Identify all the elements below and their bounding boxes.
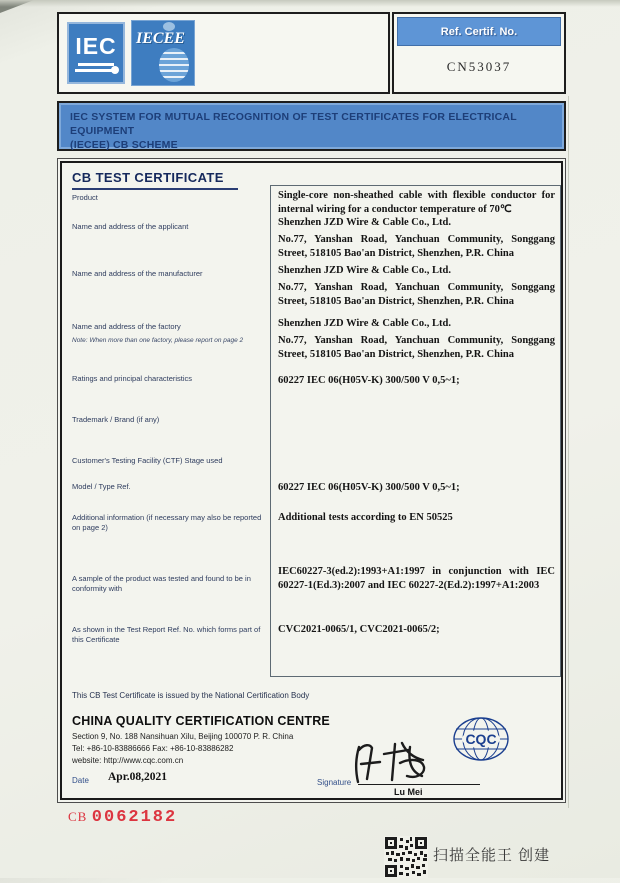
- iec-logo-bar: [78, 63, 114, 66]
- issued-by-note: This CB Test Certificate is issued by the National Certification Body: [72, 691, 310, 700]
- test-report-label: As shown in the Test Report Ref. No. which forms part of this Certificate: [72, 625, 261, 644]
- trademark-label: Trademark / Brand (if any): [72, 415, 160, 424]
- manufacturer-company-address: No.77, Yanshan Road, Yanchuan Community, Songgang Street, 518105 Bao'an District, Shenzhen, P.R. China: [278, 282, 555, 307]
- scan-fold-line: [568, 96, 569, 808]
- value-column-box: [270, 185, 561, 677]
- scheme-banner-line2: (IECEE) CB SCHEME: [70, 139, 178, 152]
- ncb-address: Section 9, No. 188 Nansihuan Xilu, Beijing 100070 P. R. China: [72, 732, 294, 741]
- certificate-title: CB TEST CERTIFICATE: [72, 170, 238, 190]
- iecee-logo-text: IECEE: [136, 30, 185, 47]
- scanner-watermark-text: 扫描全能王 创建: [433, 847, 551, 864]
- conformity-label: A sample of the product was tested and found to be in conformity with: [72, 574, 251, 593]
- manufacturer-company-name: Shenzhen JZD Wire & Cable Co., Ltd.: [278, 265, 451, 276]
- applicant-company-name: Shenzhen JZD Wire & Cable Co., Ltd.: [278, 217, 451, 228]
- iecee-globe-icon: [159, 48, 189, 82]
- cqc-logo-text: CQC: [465, 731, 497, 747]
- product-label: Product: [72, 193, 98, 202]
- header-row: [57, 12, 566, 94]
- signature-handwriting: [350, 739, 450, 790]
- model-value: 60227 IEC 06(H05V-K) 300/500 V 0,5~1;: [278, 482, 460, 493]
- factory-company-name: Shenzhen JZD Wire & Cable Co., Ltd.: [278, 318, 451, 329]
- certificate-box-inner: [60, 161, 563, 800]
- test-report-value: CVC2021-0065/1, CVC2021-0065/2;: [278, 624, 440, 635]
- factory-label: Name and address of the factory: [72, 322, 181, 331]
- iec-logo: [67, 22, 125, 84]
- factory-company-address: No.77, Yanshan Road, Yanchuan Community, Songgang Street, 518105 Bao'an District, Shenzhen, P.R. China: [278, 335, 555, 360]
- signature-line: [358, 784, 480, 785]
- manufacturer-value: [278, 264, 555, 309]
- signature-label: Signature: [317, 778, 352, 787]
- factory-value: [278, 317, 555, 362]
- qr-code: [384, 836, 428, 883]
- logos-box: [57, 12, 390, 94]
- ctf-label: Customer's Testing Facility (CTF) Stage used: [72, 456, 223, 465]
- applicant-value: [278, 216, 555, 261]
- cb-serial-prefix: CB: [68, 809, 88, 824]
- product-value: Single-core non-sheathed cable with flexible conductor for internal wiring for a conductor temperature of 70℃: [278, 190, 555, 215]
- model-label: Model / Type Ref.: [72, 482, 131, 491]
- iecee-logo: [131, 20, 195, 86]
- ref-certif-label: Ref. Certif. No.: [397, 17, 561, 46]
- manufacturer-label: Name and address of the manufacturer: [72, 269, 203, 278]
- certificate-box: [57, 158, 566, 803]
- applicant-company-address: No.77, Yanshan Road, Yanchuan Community, Songgang Street, 518105 Bao'an District, Shenzhen, P.R. China: [278, 234, 555, 259]
- scheme-banner-line1: IEC SYSTEM FOR MUTUAL RECOGNITION OF TEST CERTIFICATES FOR ELECTRICAL EQUIPMENT: [70, 111, 517, 138]
- ncb-tel-fax: Tel: +86-10-83886666 Fax: +86-10-83886282: [72, 744, 234, 753]
- scan-top-edge: [0, 0, 620, 7]
- factory-note: Note: When more than one factory, please report on page 2: [72, 337, 244, 344]
- applicant-label: Name and address of the applicant: [72, 222, 189, 231]
- scheme-banner: [57, 101, 566, 151]
- conformity-standards-value: IEC60227-3(ed.2):1993+A1:1997 in conjunction with IEC 60227-1(Ed.3):2007 and IEC 60227-2(Ed.2):1997+A1:2003: [278, 566, 555, 591]
- ncb-website: website: http://www.cqc.com.cn: [72, 756, 184, 765]
- ref-certif-box: [392, 12, 566, 94]
- signer-name: Lu Mei: [394, 787, 423, 797]
- ratings-label: Ratings and principal characteristics: [72, 374, 193, 383]
- ncb-name: CHINA QUALITY CERTIFICATION CENTRE: [72, 714, 330, 728]
- cb-serial-number: [68, 808, 177, 827]
- additional-info-label: Additional information (if necessary may also be reported on page 2): [72, 513, 262, 532]
- iec-logo-bar-dot: [75, 69, 117, 72]
- date-value: Apr.08,2021: [108, 771, 167, 783]
- ref-certif-number: CN53037: [446, 59, 512, 74]
- ratings-value: 60227 IEC 06(H05V-K) 300/500 V 0,5~1;: [278, 375, 460, 386]
- iec-logo-text: IEC: [75, 32, 117, 59]
- cqc-logo: [452, 716, 510, 767]
- date-label: Date: [72, 776, 89, 785]
- additional-info-value: Additional tests according to EN 50525: [278, 512, 453, 523]
- cb-serial-digits: 0062182: [91, 808, 178, 827]
